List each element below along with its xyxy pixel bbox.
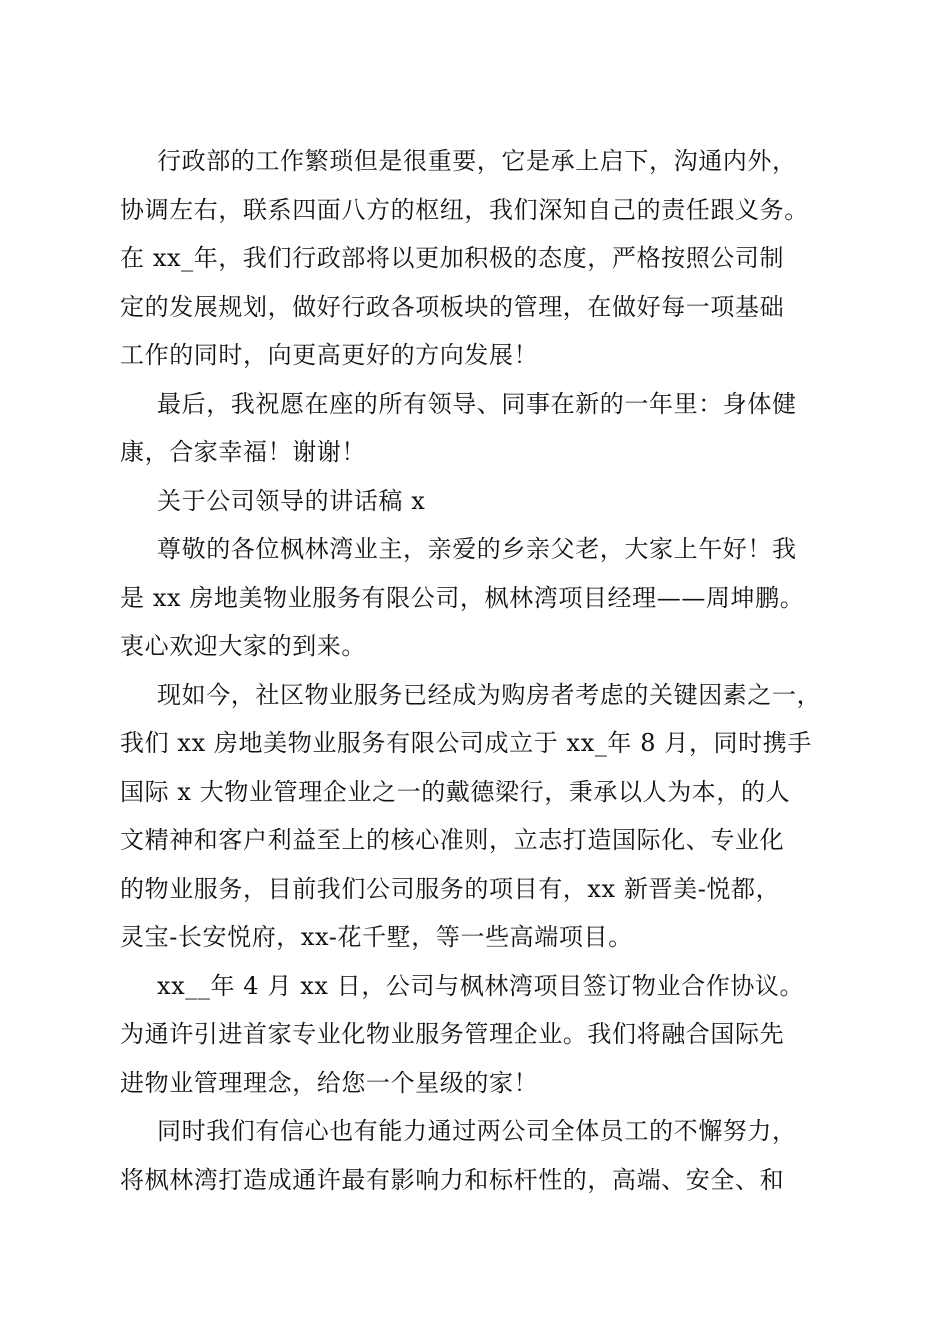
text-line: 是 xx 房地美物业服务有限公司，枫林湾项目经理——周坤鹏。 [120, 583, 805, 612]
text-line: 我们 xx 房地美物业服务有限公司成立于 xx_年 8 月，同时携手 [120, 729, 812, 757]
text-line: 在 xx_年，我们行政部将以更加积极的态度，严格按照公司制 [120, 244, 785, 272]
text-line: 同时我们有信心也有能力通过两公司全体员工的不懈努力， [157, 1117, 797, 1145]
text-line: 国际 x 大物业管理企业之一的戴德梁行，秉承以人为本，的人 [120, 777, 791, 806]
document-body [120, 137, 840, 1204]
text-line: 进物业管理理念，给您一个星级的家！ [120, 1068, 539, 1097]
text-line: 衷心欢迎大家的到来。 [120, 632, 366, 660]
text-line: 协调左右，联系四面八方的枢纽，我们深知自己的责任跟义务。 [120, 195, 809, 224]
text-line: 定的发展规划，做好行政各项板块的管理，在做好每一项基础 [120, 292, 785, 321]
text-line: 的物业服务，目前我们公司服务的项目有，xx 新晋美-悦都， [120, 874, 781, 903]
text-line: xx__年 4 月 xx 日，公司与枫林湾项目签订物业合作协议。 [157, 971, 805, 1000]
text-line: 最后，我祝愿在座的所有领导、同事在新的一年里：身体健 [157, 389, 797, 418]
text-line: 关于公司领导的讲话稿 x [157, 486, 426, 515]
text-line: 行政部的工作繁琐但是很重要，它是承上启下，沟通内外， [157, 147, 797, 175]
text-line: 将枫林湾打造成通许最有影响力和标杆性的，高端、安全、和 [120, 1165, 785, 1194]
text-line: 尊敬的各位枫林湾业主，亲爱的乡亲父老，大家上午好！我 [157, 535, 797, 563]
text-line: 文精神和客户利益至上的核心准则，立志打造国际化、专业化 [120, 826, 785, 854]
text-line: 康，合家幸福！谢谢！ [120, 438, 366, 466]
text-line: 为通许引进首家专业化物业服务管理企业。我们将融合国际先 [120, 1020, 785, 1048]
text-line: 灵宝-长安悦府，xx-花千墅，等一些高端项目。 [120, 923, 633, 951]
text-line: 现如今，社区物业服务已经成为购房者考虑的关键因素之一， [157, 680, 822, 709]
text-line: 工作的同时，向更高更好的方向发展！ [120, 341, 539, 369]
